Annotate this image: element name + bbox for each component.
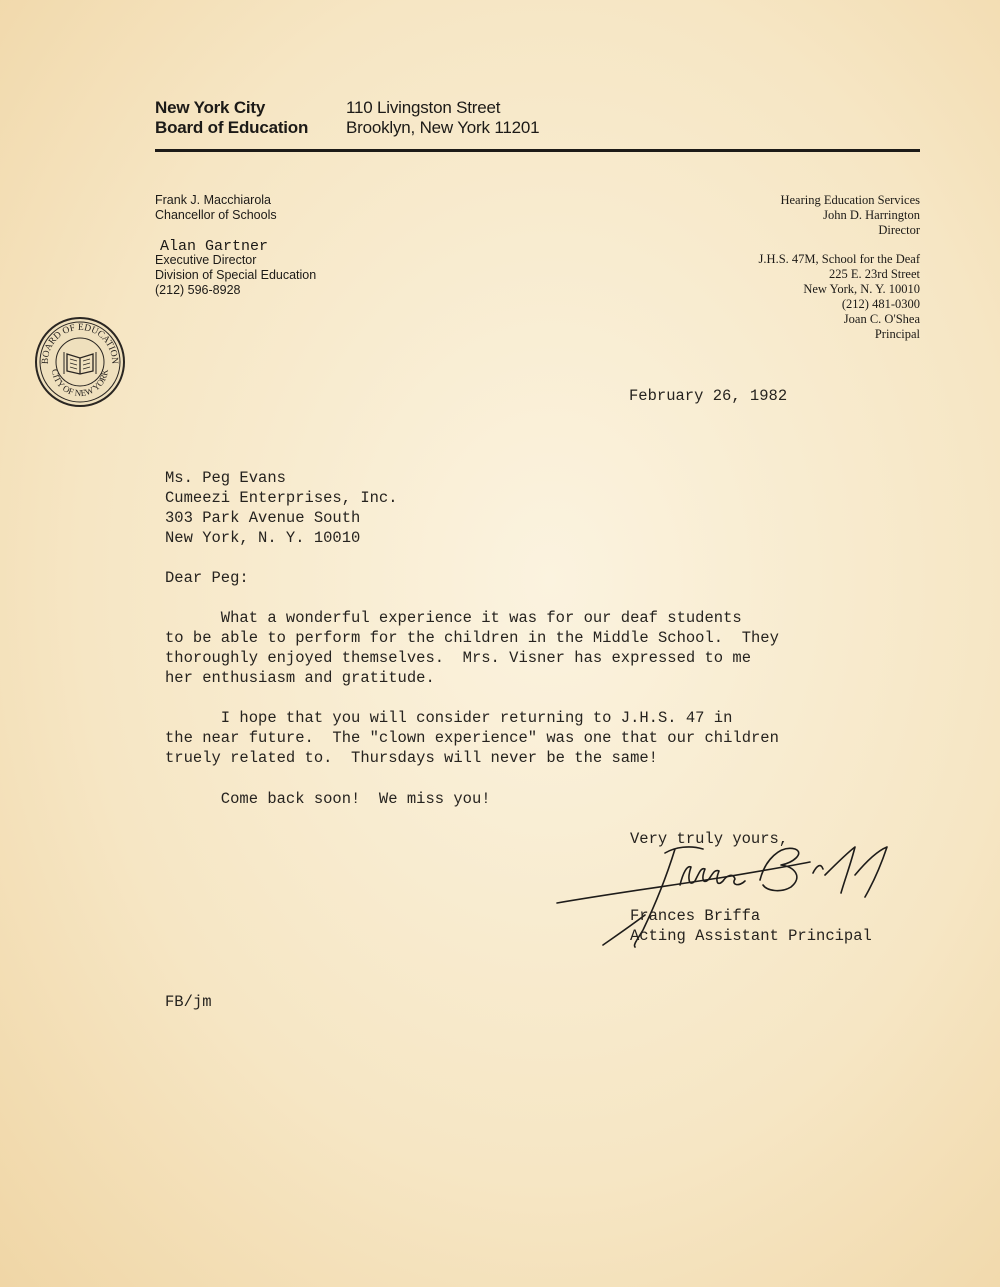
letterhead-rule [155,149,920,152]
principal-name: Joan C. O'Shea [843,312,920,326]
seal-inner-text: CITY OF NEW YORK [49,368,111,399]
recipient-line: New York, N. Y. 10010 [165,529,361,547]
body-line: Come back soon! We miss you! [165,790,491,808]
letter-date: February 26, 1982 [629,387,788,405]
school-city: New York, N. Y. 10010 [803,282,920,296]
signer-title: Acting Assistant Principal [630,927,872,945]
division-name: Division of Special Education [155,268,317,282]
body-line: the near future. The "clown experience" was one that our children [165,729,779,747]
division-phone: (212) 596-8928 [155,283,241,297]
letterhead-address-line2: Brooklyn, New York 11201 [346,118,540,137]
board-of-education-seal [34,316,126,408]
school-name: J.H.S. 47M, School for the Deaf [758,252,920,266]
signer-name: Frances Briffa [630,907,761,925]
service-director-name: John D. Harrington [823,208,920,222]
school-phone: (212) 481-0300 [841,297,920,311]
chancellor-name: Frank J. Macchiarola [155,193,272,207]
executive-director-name: Alan Gartner [160,238,269,255]
recipient-line: Ms. Peg Evans [165,469,286,487]
service-director-title: Director [878,223,920,237]
letterhead-org-line2: Board of Education [155,118,309,137]
letterhead-address-line1: 110 Livingston Street [346,98,501,117]
seal-outer-text: BOARD OF EDUCATION [40,322,120,365]
principal-title: Principal [874,327,920,341]
executive-director-title: Executive Director [155,253,257,267]
letterhead-org-line1: New York City [155,98,266,117]
service-name: Hearing Education Services [780,193,920,207]
body-line: I hope that you will consider returning to J.H.S. 47 in [165,709,733,727]
body-line: her enthusiasm and gratitude. [165,669,435,687]
body-line: truely related to. Thursdays will never be the same! [165,749,658,767]
school-street: 225 E. 23rd Street [829,267,920,281]
body-line: to be able to perform for the children in the Middle School. They [165,629,779,647]
typist-initials: FB/jm [165,993,212,1011]
recipient-line: Cumeezi Enterprises, Inc. [165,489,398,507]
salutation: Dear Peg: [165,569,249,587]
chancellor-title: Chancellor of Schools [155,208,277,222]
closing: Very truly yours, [630,830,789,848]
body-line: What a wonderful experience it was for our deaf students [165,609,742,627]
recipient-line: 303 Park Avenue South [165,509,361,527]
body-line: thoroughly enjoyed themselves. Mrs. Visner has expressed to me [165,649,751,667]
